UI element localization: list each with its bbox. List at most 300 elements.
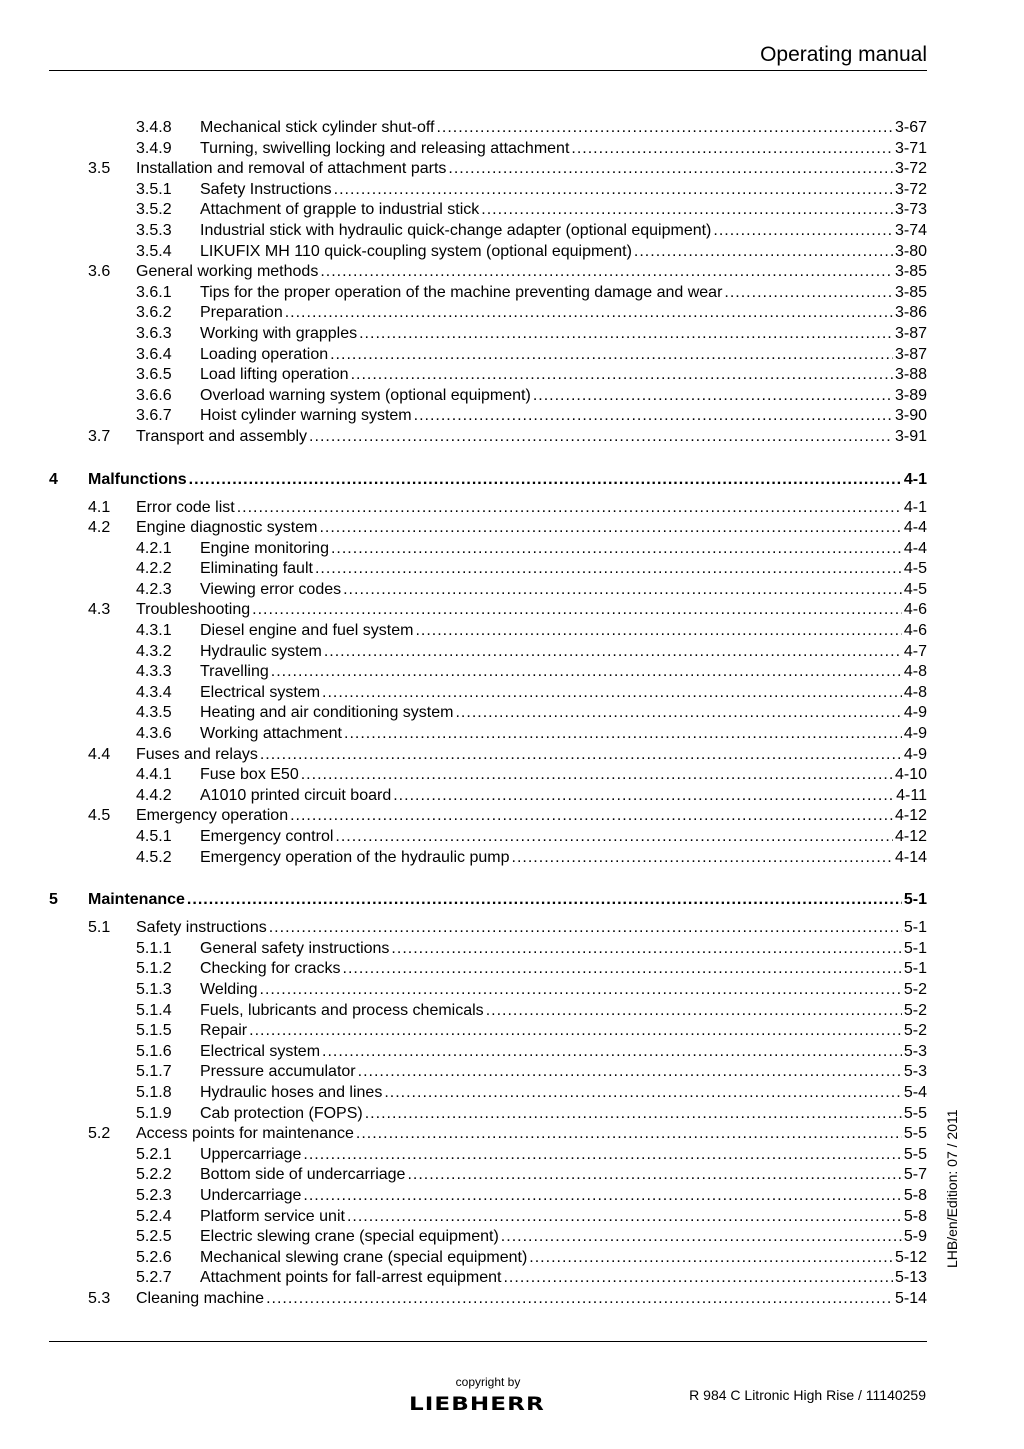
toc-entry-page: 3-72: [894, 160, 927, 178]
toc-entry-page: 5-2: [903, 980, 927, 998]
toc-entry-number: 4.3.6: [136, 725, 172, 743]
toc-entry-page: 4-14: [894, 848, 927, 866]
toc-entry-page: 5-1: [903, 891, 927, 909]
toc-entry-title-line: [200, 1227, 927, 1248]
toc-chapter-row[interactable]: [49, 469, 927, 490]
toc-subsection-row[interactable]: [49, 980, 927, 1001]
toc-entry-number: 3.5.3: [136, 221, 172, 239]
toc-entry-page: 4-4: [903, 539, 927, 557]
toc-entry-number: 5.1.7: [136, 1063, 172, 1081]
toc-entry-title-line: [200, 939, 927, 960]
toc-entry-number: 4.2.1: [136, 539, 172, 557]
toc-entry-page: 4-1: [903, 470, 927, 488]
toc-entry-number: 5.1.6: [136, 1042, 172, 1060]
toc-entry-title: Mechanical stick cylinder shut-off: [200, 118, 436, 139]
toc-section-row[interactable]: [49, 498, 927, 519]
toc-entry-number: 5.2.2: [136, 1166, 172, 1184]
toc-entry-page: 3-90: [894, 407, 927, 425]
toc-entry-number: 3.6.2: [136, 304, 172, 322]
toc-entry-number: 4.4.1: [136, 766, 172, 784]
toc-subsection-row[interactable]: [49, 621, 927, 642]
toc-section-row[interactable]: [49, 159, 927, 180]
toc-entry-page: 4-9: [903, 704, 927, 722]
toc-subsection-row[interactable]: [49, 345, 927, 366]
toc-entry-number: 4.3.1: [136, 622, 172, 640]
toc-entry-title: Troubleshooting: [136, 600, 252, 621]
toc-entry-title: Industrial stick with hydraulic quick-change adapter (optional equipment): [200, 221, 713, 242]
toc-entry-title-line: [200, 1268, 927, 1289]
toc-subsection-row[interactable]: [49, 580, 927, 601]
toc-entry-title: Transport and assembly: [136, 427, 309, 448]
toc-subsection-row[interactable]: [49, 1062, 927, 1083]
toc-entry-number: 5.1.4: [136, 1001, 172, 1019]
toc-entry-title: LIKUFIX MH 110 quick-coupling system (optional equipment): [200, 242, 634, 263]
toc-leader-dots: [436, 118, 893, 139]
toc-spacer: [49, 910, 927, 918]
toc-entry-title-line: [200, 683, 927, 704]
toc-entry-title: Safety instructions: [136, 918, 269, 939]
toc-entry-page: 3-86: [894, 304, 927, 322]
toc-subsection-row[interactable]: [49, 221, 927, 242]
toc-subsection-row[interactable]: [49, 1268, 927, 1289]
toc-entry-page: 3-72: [894, 180, 927, 198]
toc-entry-number: 4.3: [88, 601, 111, 619]
toc-entry-title-line: [200, 642, 927, 663]
toc-entry-page: 5-8: [903, 1186, 927, 1204]
toc-leader-dots: [187, 889, 902, 910]
edition-text: LHB/en/Edition: 07 / 2011: [944, 1109, 960, 1268]
toc-entry-page: 3-80: [894, 242, 927, 260]
toc-entry-title: Emergency control: [200, 827, 335, 848]
toc-entry-number: 5.2.7: [136, 1269, 172, 1287]
toc-entry-number: 3.6: [88, 263, 111, 281]
toc-spacer: [49, 490, 927, 498]
toc-subsection-row[interactable]: [49, 683, 927, 704]
toc-entry-title-line: [200, 539, 927, 560]
toc-entry-number: 5.1.8: [136, 1083, 172, 1101]
toc-leader-dots: [260, 745, 902, 766]
toc-section-row[interactable]: [49, 427, 927, 448]
toc-entry-page: 3-87: [894, 345, 927, 363]
toc-entry-title: Fuels, lubricants and process chemicals: [200, 1001, 486, 1022]
toc-entry-page: 4-12: [894, 828, 927, 845]
toc-leader-dots: [343, 959, 902, 980]
page-header-title: Operating manual: [760, 43, 927, 66]
toc-leader-dots: [237, 498, 902, 519]
toc-subsection-row[interactable]: [49, 642, 927, 663]
model-reference: R 984 C Litronic High Rise / 11140259: [689, 1387, 926, 1403]
toc-entry-number: 3.6.3: [136, 324, 172, 342]
toc-subsection-row[interactable]: [49, 1165, 927, 1186]
toc-entry-number: 5.1: [88, 919, 111, 937]
toc-section-row[interactable]: [49, 806, 927, 827]
toc-entry-page: 3-91: [894, 427, 927, 445]
toc-entry-page: 4-1: [903, 498, 927, 516]
toc-entry-title-line: [136, 1124, 927, 1145]
toc-entry-title-line: [200, 365, 927, 386]
toc-entry-page: 3-85: [894, 283, 927, 301]
toc-entry-page: 3-74: [894, 221, 927, 239]
toc-subsection-row[interactable]: [49, 406, 927, 427]
toc-subsection-row[interactable]: [49, 1001, 927, 1022]
toc-leader-dots: [324, 642, 902, 663]
toc-entry-title-line: [200, 1207, 927, 1228]
toc-leader-dots: [359, 324, 893, 345]
toc-subsection-row[interactable]: [49, 559, 927, 580]
toc-entry-title: Electric slewing crane (special equipment): [200, 1227, 501, 1248]
toc-entry-number: 4.5.1: [136, 828, 172, 845]
toc-entry-number: 4.2: [88, 519, 111, 537]
toc-entry-title-line: [136, 745, 927, 766]
toc-entry-page: 4-4: [903, 519, 927, 537]
toc-leader-dots: [358, 1062, 902, 1083]
toc-subsection-row[interactable]: [49, 1227, 927, 1248]
toc-subsection-row[interactable]: [49, 827, 927, 848]
toc-entry-number: 5.2.3: [136, 1186, 172, 1204]
toc-leader-dots: [309, 427, 893, 448]
toc-leader-dots: [414, 406, 893, 427]
toc-entry-number: 5.2.6: [136, 1248, 172, 1266]
toc-entry-title: Repair: [200, 1021, 249, 1042]
toc-entry-title-line: [136, 427, 927, 448]
toc-entry-title-line: [200, 1062, 927, 1083]
toc-entry-number: 5.2.5: [136, 1228, 172, 1246]
toc-subsection-row[interactable]: [49, 1145, 927, 1166]
toc-leader-dots: [571, 139, 893, 160]
toc-subsection-row[interactable]: [49, 386, 927, 407]
toc-leader-dots: [448, 159, 893, 180]
toc-entry-title-line: [200, 345, 927, 366]
toc-subsection-row[interactable]: [49, 200, 927, 221]
toc-entry-title-line: [88, 469, 927, 490]
toc-subsection-row[interactable]: [49, 539, 927, 560]
toc-entry-number: 5.1.2: [136, 960, 172, 978]
toc-subsection-row[interactable]: [49, 118, 927, 139]
toc-leader-dots: [393, 786, 894, 807]
toc-entry-page: 4-6: [903, 622, 927, 640]
toc-subsection-row[interactable]: [49, 303, 927, 324]
toc-subsection-row[interactable]: [49, 1021, 927, 1042]
toc-entry-page: 3-67: [894, 119, 927, 136]
toc-entry-title-line: [200, 1021, 927, 1042]
toc-entry-title-line: [200, 221, 927, 242]
toc-subsection-row[interactable]: [49, 959, 927, 980]
toc-entry-page: 4-9: [903, 725, 927, 743]
toc-subsection-row[interactable]: [49, 242, 927, 263]
toc-section-row[interactable]: [49, 1289, 927, 1310]
toc-leader-dots: [322, 1042, 902, 1063]
toc-entry-title-line: [200, 703, 927, 724]
toc-entry-page: 5-1: [903, 960, 927, 978]
toc-entry-number: 4.1: [88, 498, 111, 516]
toc-entry-title: A1010 printed circuit board: [200, 786, 393, 807]
toc-leader-dots: [356, 1124, 902, 1145]
toc-entry-number: 3.6.5: [136, 366, 172, 384]
toc-entry-title: Hydraulic system: [200, 642, 324, 663]
toc-entry-title: Working attachment: [200, 724, 344, 745]
toc-subsection-row[interactable]: [49, 283, 927, 304]
toc-entry-title-line: [200, 1248, 927, 1269]
toc-entry-title-line: [200, 1104, 927, 1125]
toc-subsection-row[interactable]: [49, 939, 927, 960]
toc-entry-title: Preparation: [200, 303, 285, 324]
toc-section-row[interactable]: [49, 1124, 927, 1145]
toc-entry-page: 4-8: [903, 683, 927, 701]
toc-subsection-row[interactable]: [49, 786, 927, 807]
toc-leader-dots: [301, 765, 893, 786]
toc-entry-title-line: [200, 724, 927, 745]
toc-entry-title: Turning, swivelling locking and releasing attachment: [200, 139, 571, 160]
toc-subsection-row[interactable]: [49, 1104, 927, 1125]
toc-section-row[interactable]: [49, 518, 927, 539]
toc-leader-dots: [249, 1021, 902, 1042]
toc-leader-dots: [533, 386, 893, 407]
toc-entry-number: 3.5: [88, 160, 111, 178]
toc-entry-page: 5-2: [903, 1022, 927, 1040]
toc-entry-page: 5-7: [903, 1166, 927, 1184]
toc-entry-title-line: [200, 580, 927, 601]
toc-entry-title: Undercarriage: [200, 1186, 303, 1207]
toc-spacer: [49, 448, 927, 469]
toc-entry-title-line: [200, 118, 927, 139]
toc-entry-title: Platform service unit: [200, 1207, 347, 1228]
toc-entry-page: 4-6: [903, 601, 927, 619]
toc-entry-title-line: [136, 1289, 927, 1310]
toc-leader-dots: [322, 683, 902, 704]
toc-entry-title-line: [200, 1165, 927, 1186]
toc-entry-title-line: [136, 262, 927, 283]
header-rule: [49, 70, 927, 71]
toc-subsection-row[interactable]: [49, 139, 927, 160]
toc-entry-number: 4.3.2: [136, 642, 172, 660]
toc-entry-number: 4.5: [88, 807, 111, 825]
toc-entry-title-line: [200, 1042, 927, 1063]
toc-leader-dots: [501, 1227, 902, 1248]
table-of-contents: [49, 118, 927, 1309]
toc-entry-title: Emergency operation of the hydraulic pump: [200, 848, 512, 869]
toc-entry-page: 4-8: [903, 663, 927, 681]
toc-leader-dots: [634, 242, 893, 263]
toc-subsection-row[interactable]: [49, 1042, 927, 1063]
toc-entry-title: Heating and air conditioning system: [200, 703, 455, 724]
toc-leader-dots: [315, 559, 902, 580]
toc-entry-title: Uppercarriage: [200, 1145, 303, 1166]
toc-subsection-row[interactable]: [49, 848, 927, 869]
toc-entry-page: 5-4: [903, 1083, 927, 1101]
toc-entry-title-line: [200, 1083, 927, 1104]
toc-entry-title: Electrical system: [200, 683, 322, 704]
toc-entry-title-line: [88, 889, 927, 910]
toc-entry-title: General working methods: [136, 262, 320, 283]
liebherr-logo: LIEBHERR: [409, 1394, 545, 1416]
toc-entry-number: 4: [49, 470, 58, 488]
toc-entry-title: Malfunctions: [88, 470, 187, 488]
toc-section-row[interactable]: [49, 262, 927, 283]
toc-subsection-row[interactable]: [49, 324, 927, 345]
toc-entry-title-line: [200, 980, 927, 1001]
toc-leader-dots: [512, 848, 893, 869]
toc-entry-page: 3-89: [894, 386, 927, 404]
toc-chapter-row[interactable]: [49, 889, 927, 910]
toc-entry-title-line: [200, 139, 927, 160]
toc-entry-title: Overload warning system (optional equipment): [200, 386, 533, 407]
toc-entry-title-line: [200, 765, 927, 786]
toc-entry-page: 5-1: [903, 919, 927, 937]
toc-section-row[interactable]: [49, 600, 927, 621]
toc-entry-title: Viewing error codes: [200, 580, 343, 601]
toc-leader-dots: [384, 1083, 902, 1104]
toc-entry-number: 3.6.7: [136, 407, 172, 425]
toc-entry-page: 4-11: [896, 786, 927, 804]
toc-section-row[interactable]: [49, 918, 927, 939]
toc-subsection-row[interactable]: [49, 662, 927, 683]
toc-subsection-row[interactable]: [49, 1248, 927, 1269]
toc-entry-number: 5.2.4: [136, 1207, 172, 1225]
toc-entry-page: 5-2: [903, 1001, 927, 1019]
toc-entry-page: 4-5: [903, 560, 927, 578]
toc-entry-number: 5.2: [88, 1125, 111, 1143]
toc-leader-dots: [415, 621, 901, 642]
toc-entry-title: Fuses and relays: [136, 745, 260, 766]
toc-leader-dots: [503, 1268, 892, 1289]
toc-entry-title-line: [136, 600, 927, 621]
toc-entry-number: 5.2.1: [136, 1145, 172, 1163]
toc-subsection-row[interactable]: [49, 365, 927, 386]
toc-leader-dots: [260, 980, 902, 1001]
toc-entry-title: Tips for the proper operation of the machine preventing damage and wear: [200, 283, 724, 304]
toc-entry-title: Diesel engine and fuel system: [200, 621, 415, 642]
toc-entry-title: Eliminating fault: [200, 559, 315, 580]
toc-entry-title: Cleaning machine: [136, 1289, 266, 1310]
toc-leader-dots: [303, 1145, 901, 1166]
toc-entry-title: Installation and removal of attachment parts: [136, 159, 448, 180]
toc-entry-title-line: [200, 621, 927, 642]
copyright-text: copyright by: [455, 1375, 521, 1389]
toc-entry-title: Pressure accumulator: [200, 1062, 358, 1083]
toc-entry-title-line: [200, 283, 927, 304]
toc-entry-page: 5-13: [894, 1269, 927, 1287]
toc-entry-page: 5-8: [903, 1207, 927, 1225]
toc-entry-title-line: [200, 786, 927, 807]
toc-subsection-row[interactable]: [49, 180, 927, 201]
toc-entry-number: 4.4: [88, 745, 111, 763]
toc-entry-title: Emergency operation: [136, 806, 290, 827]
toc-entry-title: General safety instructions: [200, 939, 391, 960]
toc-entry-page: 4-10: [894, 766, 927, 784]
toc-leader-dots: [335, 827, 893, 848]
toc-entry-title-line: [200, 180, 927, 201]
toc-entry-number: 3.5.2: [136, 201, 172, 219]
toc-entry-number: 5: [49, 891, 58, 909]
toc-entry-title: Attachment of grapple to industrial stick: [200, 200, 481, 221]
toc-entry-title: Working with grapples: [200, 324, 359, 345]
toc-entry-number: 3.4.8: [136, 119, 172, 136]
toc-entry-number: 3.6.6: [136, 386, 172, 404]
toc-entry-number: 3.4.9: [136, 139, 172, 157]
toc-entry-title-line: [200, 324, 927, 345]
toc-entry-title-line: [200, 200, 927, 221]
toc-subsection-row[interactable]: [49, 1083, 927, 1104]
toc-entry-number: 3.5.1: [136, 180, 172, 198]
toc-leader-dots: [365, 1104, 902, 1125]
toc-entry-title-line: [200, 1001, 927, 1022]
toc-entry-title-line: [200, 242, 927, 263]
toc-entry-title: Loading operation: [200, 345, 330, 366]
toc-entry-number: 4.3.3: [136, 663, 172, 681]
toc-entry-number: 3.7: [88, 427, 111, 445]
toc-leader-dots: [344, 724, 902, 745]
toc-entry-number: 4.5.2: [136, 848, 172, 866]
toc-entry-title: Safety Instructions: [200, 180, 334, 201]
toc-entry-page: 4-5: [903, 580, 927, 598]
toc-subsection-row[interactable]: [49, 1186, 927, 1207]
toc-entry-page: 3-87: [894, 324, 927, 342]
toc-entry-page: 5-5: [903, 1125, 927, 1143]
toc-entry-title-line: [136, 159, 927, 180]
toc-entry-title: Checking for cracks: [200, 959, 343, 980]
toc-leader-dots: [351, 365, 893, 386]
toc-entry-number: 5.1.3: [136, 980, 172, 998]
toc-entry-number: 3.5.4: [136, 242, 172, 260]
toc-entry-title-line: [200, 406, 927, 427]
toc-entry-title-line: [136, 806, 927, 827]
toc-entry-title-line: [200, 1145, 927, 1166]
toc-entry-page: 4-12: [894, 807, 927, 825]
toc-entry-title-line: [200, 827, 927, 848]
toc-entry-title-line: [200, 848, 927, 869]
toc-subsection-row[interactable]: [49, 765, 927, 786]
toc-leader-dots: [334, 180, 893, 201]
toc-leader-dots: [271, 662, 902, 683]
toc-entry-title: Attachment points for fall-arrest equipment: [200, 1268, 503, 1289]
toc-entry-title-line: [200, 386, 927, 407]
toc-leader-dots: [347, 1207, 902, 1228]
toc-leader-dots: [303, 1186, 901, 1207]
toc-leader-dots: [713, 221, 893, 242]
toc-entry-number: 3.6.1: [136, 283, 172, 301]
toc-entry-page: 5-1: [903, 939, 927, 957]
toc-entry-page: 3-73: [894, 201, 927, 219]
toc-leader-dots: [455, 703, 901, 724]
toc-entry-title-line: [136, 918, 927, 939]
toc-entry-number: 4.2.3: [136, 580, 172, 598]
toc-subsection-row[interactable]: [49, 1207, 927, 1228]
toc-leader-dots: [285, 303, 893, 324]
toc-entry-title: Error code list: [136, 498, 237, 519]
toc-entry-number: 5.1.9: [136, 1104, 172, 1122]
toc-entry-title-line: [136, 518, 927, 539]
toc-entry-page: 5-9: [903, 1228, 927, 1246]
toc-section-row[interactable]: [49, 745, 927, 766]
toc-leader-dots: [343, 580, 902, 601]
toc-subsection-row[interactable]: [49, 703, 927, 724]
toc-leader-dots: [266, 1289, 893, 1310]
toc-entry-page: 5-3: [903, 1063, 927, 1081]
toc-entry-title-line: [136, 498, 927, 519]
toc-entry-title-line: [200, 559, 927, 580]
toc-entry-title-line: [200, 1186, 927, 1207]
toc-entry-page: 4-9: [903, 745, 927, 763]
toc-leader-dots: [320, 262, 893, 283]
toc-entry-title: Access points for maintenance: [136, 1124, 356, 1145]
toc-entry-page: 5-14: [894, 1289, 927, 1307]
toc-entry-title: Load lifting operation: [200, 365, 351, 386]
toc-entry-number: 5.1.1: [136, 939, 172, 957]
footer-rule: [49, 1341, 927, 1342]
toc-leader-dots: [407, 1165, 901, 1186]
toc-subsection-row[interactable]: [49, 724, 927, 745]
toc-leader-dots: [391, 939, 901, 960]
